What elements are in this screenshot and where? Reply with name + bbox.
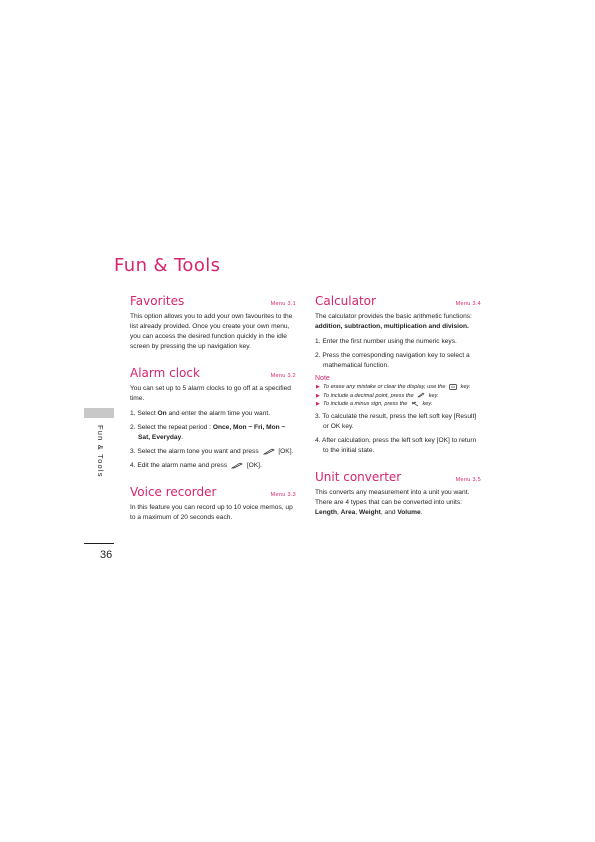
page-number: 36 [100, 549, 113, 561]
voice-header [130, 485, 296, 499]
alarm-intro: You can set up to 5 alarm clocks to go off at a specified time. [130, 385, 291, 402]
clear-key-icon [449, 384, 457, 390]
calculator-steps-a [315, 337, 481, 371]
alarm-step-4: 4. Edit the alarm name and press [OK]. [130, 462, 262, 469]
alarm-steps [130, 409, 296, 471]
triangle-bullet-icon: ▶ [316, 392, 320, 399]
alarm-menu-ref: Menu 3.2 [270, 373, 296, 379]
favorites-header [130, 294, 296, 308]
favorites-title: Favorites [130, 294, 185, 308]
alarm-step-1: 1. Select On and enter the alarm time you want. [130, 410, 271, 417]
star-key-icon [417, 392, 425, 398]
unit-description: This converts any measurement into a unit you want. There are 4 types that can be converted into units: Length, Area, Weight, and Volume. [315, 488, 470, 516]
triangle-bullet-icon: ▶ [316, 401, 320, 407]
alarm-section [130, 366, 296, 471]
page-title: Fun & Tools [114, 255, 221, 276]
calculator-title: Calculator [315, 294, 376, 308]
unit-menu-ref: Menu 3.5 [455, 476, 481, 483]
voice-title: Voice recorder [130, 485, 217, 499]
note-item-decimal: ▶ To include a decimal point, press the key. [316, 392, 439, 399]
soft-key-icon [263, 448, 275, 455]
calculator-step-4: 4. After calculation, press the left soft key [OK] to return to the initial state. [315, 436, 477, 454]
unit-header [315, 470, 481, 484]
voice-section [130, 485, 296, 523]
alarm-header [130, 366, 296, 380]
page-number-rule [84, 543, 114, 544]
note-item-clear: ▶ To erase any mistake or clear the display, use the key. [316, 384, 471, 390]
left-column [130, 294, 296, 537]
unit-section [315, 470, 481, 518]
note-heading: Note [315, 375, 330, 382]
calculator-intro: The calculator provides the basic arithmetic functions: addition, subtraction, multiplication and division. [315, 313, 472, 330]
triangle-bullet-icon: ▶ [316, 384, 320, 390]
calculator-step-3: 3. To calculate the result, press the left soft key [Result] or OK key. [315, 412, 477, 430]
alarm-step-2: 2. Select the repeat period : Once, Mon ~ Fri, Mon ~ Sat, Everyday. [130, 424, 286, 441]
calculator-header [315, 294, 481, 308]
calculator-step-2: 2. Press the corresponding navigation key to select a mathematical function. [315, 352, 470, 369]
favorites-section [130, 294, 296, 352]
side-tab-marker [84, 408, 114, 418]
calculator-menu-ref: Menu 3.4 [455, 301, 481, 307]
note-item-minus: ▶ To include a minus sign, press the key. [316, 401, 433, 407]
soft-key-icon [231, 462, 243, 469]
side-section-label: Fun & Tools [96, 425, 105, 478]
calculator-steps-b [315, 412, 481, 456]
unit-title: Unit converter [315, 469, 402, 484]
alarm-title: Alarm clock [130, 366, 200, 380]
hash-key-icon [411, 401, 419, 407]
calculator-step-1: 1. Enter the first number using the numeric keys. [315, 338, 457, 345]
favorites-menu-ref: Menu 3.1 [270, 301, 296, 307]
alarm-step-3: 3. Select the alarm tone you want and press [OK]. [130, 448, 294, 455]
calculator-notes [315, 383, 481, 409]
voice-menu-ref: Menu 3.3 [270, 492, 296, 498]
right-column [315, 294, 481, 532]
favorites-description: This option allows you to add your own favourites to the list already provided. Once you create your own menu, you can access the desired function quickly in the idle screen by pressing the up navigation key. [130, 313, 293, 350]
voice-description: In this feature you can record up to 10 voice memos, up to a maximum of 20 seconds each. [130, 504, 293, 521]
calculator-section [315, 294, 481, 456]
